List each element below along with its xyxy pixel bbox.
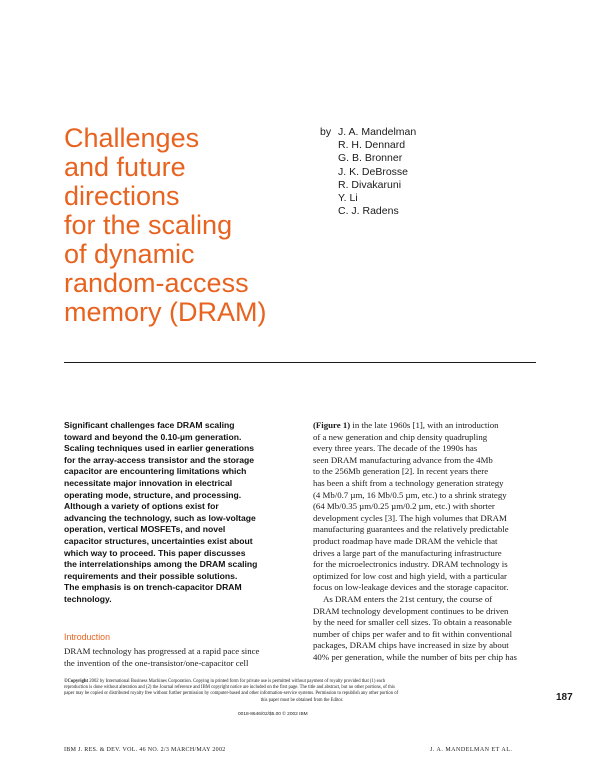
title-line: Challenges — [64, 123, 200, 153]
body-line: DRAM technology has progressed at a rapid pace since — [64, 646, 260, 656]
abstract-line: the interrelationships among the DRAM scaling — [64, 559, 258, 570]
by-label: by — [320, 126, 332, 138]
abstract-line: capacitor are encountering limitations which — [64, 466, 247, 477]
author-name: J. A. Mandelman — [338, 126, 417, 138]
author-name: Y. Li — [338, 192, 358, 205]
body-line — [313, 420, 545, 432]
abstract-line: necessitate major innovation in electrical — [64, 477, 233, 488]
body-line: for the microelectronics industry. DRAM technology is — [313, 559, 508, 570]
abstract-line: Significant challenges face DRAM scaling — [64, 420, 235, 430]
section-heading-introduction: Introduction — [64, 632, 110, 642]
author-name: J. K. DeBrosse — [338, 165, 409, 178]
body-line: (4 Mb/0.7 µm, 16 Mb/0.5 µm, etc.) to a shrink strategy — [313, 489, 507, 500]
journal-footer: IBM J. RES. & DEV. VOL. 46 NO. 2/3 MARCH/MAY 2002 — [64, 747, 226, 753]
abstract-line: operating mode, structure, and processing. — [64, 489, 242, 500]
body-line: DRAM technology development continues to be driven — [313, 605, 509, 616]
body-line: has been a shift from a technology generation strategy — [313, 477, 504, 488]
author-row — [320, 179, 550, 192]
footnote-line: paper may be copied or distributed royalty free without further permission by computer-based and other information-service systems. Permission to republish any other portion of — [64, 691, 399, 697]
title-line: directions — [64, 181, 180, 211]
body-line: number of chips per wafer and to fit within conventional — [313, 628, 513, 639]
author-footer: J. A. MANDELMAN ET AL. — [430, 747, 513, 753]
introduction-text — [64, 646, 296, 669]
body-line: every three years. The decade of the 1990s has — [313, 443, 478, 454]
title-line: for the scaling — [64, 210, 233, 240]
body-line: the invention of the one-transistor/one-capacitor cell — [64, 657, 249, 668]
author-name: R. Divakaruni — [338, 178, 402, 191]
abstract — [64, 420, 296, 606]
body-line: manufacturing guarantees and the relatively predictable — [313, 524, 509, 535]
footnote-label: ©Copyright — [64, 679, 89, 684]
body-line: packages, DRAM chips have increased in size by about — [313, 640, 509, 651]
abstract-line: toward and beyond the 0.10-µm generation. — [64, 431, 242, 442]
body-line: by the need for smaller cell sizes. To obtain a reasonable — [313, 617, 512, 628]
body-text: in the late 1960s [1], with an introduction — [350, 420, 499, 430]
author-row — [320, 205, 550, 218]
body-line: to the 256Mb generation [2]. In recent years there — [313, 466, 489, 477]
author-row — [320, 139, 550, 152]
abstract-line: requirements and their possible solutions. — [64, 570, 238, 581]
abstract-line: Although a variety of options exist for — [64, 501, 219, 512]
author-name: G. B. Bronner — [338, 152, 403, 165]
title-line: random-access — [64, 268, 249, 298]
author-name: R. H. Dennard — [338, 139, 406, 152]
figure-reference[interactable]: (Figure 1) — [313, 420, 351, 430]
footnote-text: 2002 by International Business Machines Corporation. Copying in printed form for private use is permitted without payment of royalty provided that (1) each — [88, 679, 386, 684]
right-column-text — [313, 420, 545, 663]
issn-copyright-line: 0018-8646/02/$5.00 © 2002 IBM — [238, 712, 308, 717]
body-line: focus on low-leakage devices and the storage capacitor. — [313, 582, 509, 593]
footnote-line: this paper must be obtained from the Editor. — [260, 697, 344, 703]
abstract-line: capacitor structures, uncertainties exist about — [64, 535, 253, 546]
abstract-line: which way to proceed. This paper discusses — [64, 547, 246, 558]
abstract-line: for the array-access transistor and the storage — [64, 454, 255, 465]
copyright-footnote — [64, 679, 540, 704]
body-line: development cycles [3]. The high volumes that DRAM — [313, 512, 507, 523]
body-line: product roadmap have made DRAM the vehicle that — [313, 535, 498, 546]
body-line: (64 Mb/0.35 µm/0.25 µm/0.2 µm, etc.) with shorter — [313, 501, 495, 512]
abstract-line: operation, vertical MOSFETs, and novel — [64, 524, 226, 535]
page-number: 187 — [556, 692, 573, 703]
author-row — [320, 152, 550, 165]
body-line: of a new generation and chip density quadrupling — [313, 431, 488, 442]
title-line: and future — [64, 152, 186, 182]
author-list — [320, 126, 550, 218]
body-line: optimized for low cost and high yield, with a particular — [313, 570, 507, 581]
author-row — [320, 166, 550, 179]
author-row — [320, 126, 550, 139]
body-line: As DRAM enters the 21st century, the course of — [323, 593, 493, 604]
body-line: seen DRAM manufacturing advance from the 4Mb — [313, 454, 493, 465]
abstract-line: advancing the technology, such as low-voltage — [64, 512, 256, 523]
paper-title — [64, 124, 314, 327]
abstract-line: The emphasis is on trench-capacitor DRAM — [64, 582, 242, 593]
author-name: C. J. Radens — [338, 205, 399, 218]
body-line: drives a large part of the manufacturing infrastructure — [313, 547, 502, 558]
title-line: of dynamic — [64, 239, 195, 269]
author-row — [320, 192, 550, 205]
footnote-line: reproduction is done without alteration and (2) the Journal reference and IBM copyright notice are included on the first page. The title and abstract, but no other portions, of this — [64, 685, 395, 691]
title-line: memory (DRAM) — [64, 297, 267, 327]
body-line: 40% per generation, while the number of bits per chip has — [313, 651, 517, 662]
title-divider — [64, 362, 536, 363]
abstract-line: technology. — [64, 593, 112, 604]
abstract-line: Scaling techniques used in earlier generations — [64, 443, 255, 454]
